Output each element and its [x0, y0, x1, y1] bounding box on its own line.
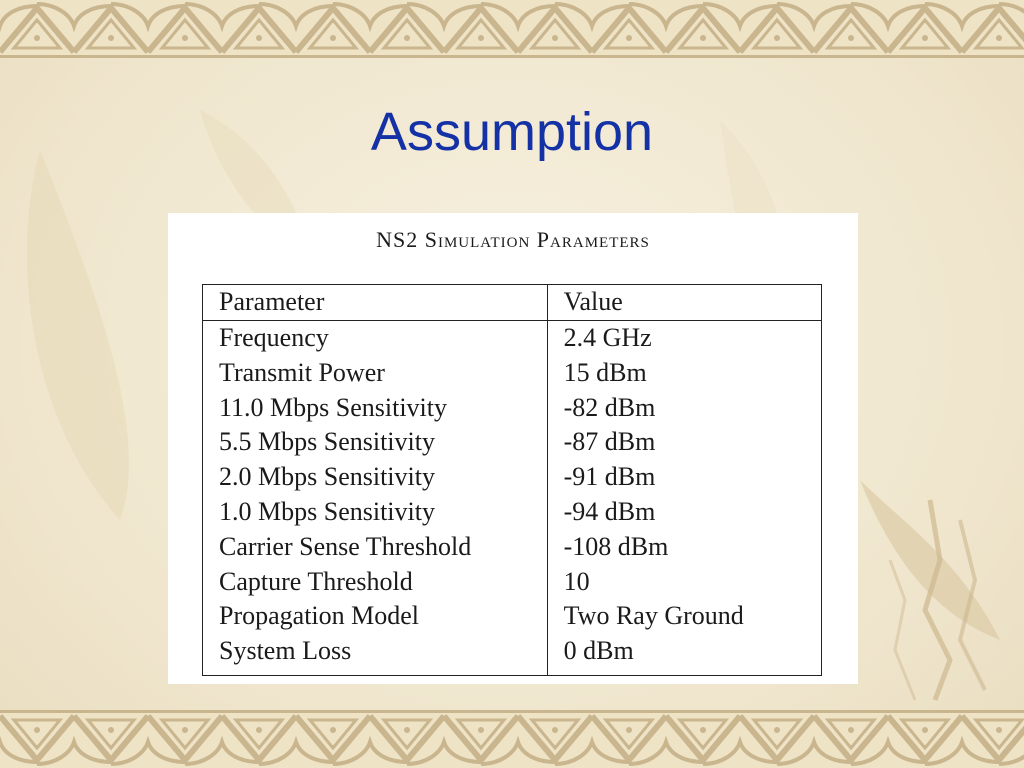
- table-row: [203, 565, 822, 600]
- value-cell: 2.4 GHz: [563, 323, 652, 352]
- parameter-cell: Transmit Power: [203, 356, 548, 391]
- value-cell: -82 dBm: [563, 392, 656, 422]
- value-cell: -87 dBm: [563, 427, 656, 457]
- table-header-row: [203, 285, 822, 321]
- parameter-cell: 1.0 Mbps Sensitivity: [203, 495, 548, 530]
- value-cell: Two Ray Ground: [563, 601, 744, 631]
- table-row: [203, 634, 822, 675]
- table-row: [203, 599, 822, 634]
- value-cell: -94 dBm: [563, 496, 656, 526]
- parameter-cell: Capture Threshold: [203, 565, 548, 600]
- parameter-cell: System Loss: [203, 634, 548, 675]
- parameter-cell: 11.0 Mbps Sensitivity: [203, 391, 548, 426]
- decorative-border-bottom: [0, 710, 1024, 768]
- parameters-table: [202, 284, 822, 676]
- table-row: [203, 425, 822, 460]
- value-cell: 0 dBm: [563, 636, 634, 666]
- header-parameter: Parameter: [203, 285, 548, 321]
- parameter-cell: Frequency: [203, 321, 548, 356]
- table-row: [203, 460, 822, 495]
- value-cell: 15 dBm: [563, 357, 647, 387]
- parameter-cell: 2.0 Mbps Sensitivity: [203, 460, 548, 495]
- slide-title: Assumption: [370, 102, 654, 162]
- table-caption: NS2 Simulation Parameters: [376, 227, 650, 252]
- value-cell: -108 dBm: [563, 531, 669, 561]
- table-row: [203, 321, 822, 356]
- decorative-border-top: [0, 0, 1024, 58]
- table-row: [203, 356, 822, 391]
- value-cell: 10: [563, 566, 590, 596]
- table-row: [203, 530, 822, 565]
- table-row: [203, 391, 822, 426]
- table-row: [203, 495, 822, 530]
- parameter-cell: 5.5 Mbps Sensitivity: [203, 425, 548, 460]
- header-value: Value: [547, 285, 821, 321]
- value-cell: -91 dBm: [563, 462, 656, 492]
- parameter-cell: Propagation Model: [203, 599, 548, 634]
- table-figure: [168, 213, 858, 684]
- parameter-cell: Carrier Sense Threshold: [203, 530, 548, 565]
